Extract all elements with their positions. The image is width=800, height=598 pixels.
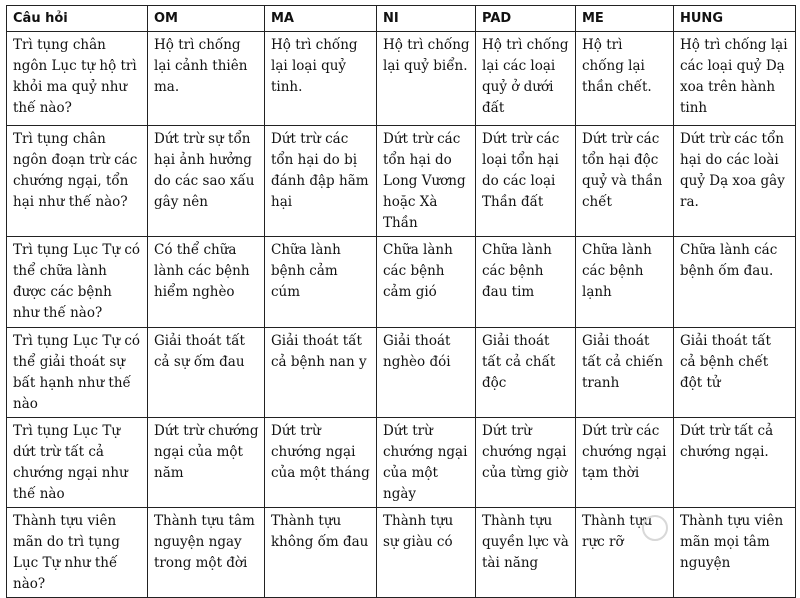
mantra-table <box>6 5 796 598</box>
table-cell: Dứt trừ các tổn hại do Long Vương hoặc Xà Thần <box>377 126 476 237</box>
table-row <box>7 237 796 328</box>
table-cell: Chữa lành các bệnh đau tim <box>476 237 576 328</box>
table-row <box>7 126 796 237</box>
table-cell: Dứt trừ các tổn hại do các loài quỷ Dạ xoa gây ra. <box>674 126 796 237</box>
table-cell: Giải thoát tất cả sự ốm đau <box>148 328 265 418</box>
table-cell: Thành tựu sự giàu có <box>377 508 476 598</box>
table-cell: Hộ trì chống lại các loại quỷ ở dưới đất <box>476 32 576 126</box>
table-cell: Dứt trừ các tổn hại độc quỷ và thần chết <box>576 126 674 237</box>
table-cell: Dứt trừ các chướng ngại tạm thời <box>576 418 674 508</box>
table-cell: Giải thoát nghèo đói <box>377 328 476 418</box>
table-cell: Hộ trì chống lại cảnh thiên ma. <box>148 32 265 126</box>
table-cell: Chữa lành các bệnh ốm đau. <box>674 237 796 328</box>
header-om: OM <box>148 6 265 32</box>
table-cell: Thành tựu quyền lực và tài năng <box>476 508 576 598</box>
document-page <box>6 5 796 598</box>
table-cell: Hộ trì chống lại thần chết. <box>576 32 674 126</box>
table-cell: Giải thoát tất cả chất độc <box>476 328 576 418</box>
table-row <box>7 508 796 598</box>
table-header-row <box>7 6 796 32</box>
table-cell: Dứt trừ các loại tổn hại do các loại Thần đất <box>476 126 576 237</box>
table-cell: Dứt trừ tất cả chướng ngại. <box>674 418 796 508</box>
table-cell: Trì tụng Lục Tự có thể chữa lành được các bệnh như thế nào? <box>7 237 148 328</box>
table-cell: Trì tụng chân ngôn Lục tự hộ trì khỏi ma quỷ như thế nào? <box>7 32 148 126</box>
table-cell: Trì tụng Lục Tự dứt trừ tất cả chướng ngại như thế nào <box>7 418 148 508</box>
header-ni: NI <box>377 6 476 32</box>
table-row <box>7 328 796 418</box>
table-cell: Giải thoát tất cả chiến tranh <box>576 328 674 418</box>
table-cell: Hộ trì chống lại các loại quỷ Dạ xoa trên hành tinh <box>674 32 796 126</box>
header-question: Câu hỏi <box>7 6 148 32</box>
table-cell: Dứt trừ chướng ngại của một ngày <box>377 418 476 508</box>
table-cell: Dứt trừ các tổn hại do bị đánh đập hãm hại <box>265 126 377 237</box>
header-pad: PAD <box>476 6 576 32</box>
table-cell: Thành tựu viên mãn do trì tụng Lục Tự như thế nào? <box>7 508 148 598</box>
table-cell: Có thể chữa lành các bệnh hiểm nghèo <box>148 237 265 328</box>
table-cell: Trì tụng chân ngôn đoạn trừ các chướng ngại, tổn hại như thế nào? <box>7 126 148 237</box>
table-cell: Giải thoát tất cả bệnh nan y <box>265 328 377 418</box>
header-hung: HUNG <box>674 6 796 32</box>
header-me: ME <box>576 6 674 32</box>
table-cell: Giải thoát tất cả bệnh chết đột tử <box>674 328 796 418</box>
table-cell: Chữa lành các bệnh lạnh <box>576 237 674 328</box>
table-row <box>7 418 796 508</box>
table-cell: Hộ trì chống lại loại quỷ tinh. <box>265 32 377 126</box>
table-cell: Dứt trừ chướng ngại của từng giờ <box>476 418 576 508</box>
table-cell: Thành tựu viên mãn mọi tâm nguyện <box>674 508 796 598</box>
table-cell: Thành tựu rực rỡ <box>576 508 674 598</box>
table-row <box>7 32 796 126</box>
table-cell: Trì tụng Lục Tự có thể giải thoát sự bất hạnh như thế nào <box>7 328 148 418</box>
table-cell: Thành tựu tâm nguyện ngay trong một đời <box>148 508 265 598</box>
table-cell: Chữa lành bệnh cảm cúm <box>265 237 377 328</box>
table-cell: Dứt trừ chướng ngại của một năm <box>148 418 265 508</box>
watermark-circle <box>642 515 668 541</box>
table-cell: Chữa lành các bệnh cảm gió <box>377 237 476 328</box>
table-cell: Thành tựu không ốm đau <box>265 508 377 598</box>
table-cell: Dứt trừ sự tổn hại ảnh hưởng do các sao xấu gây nên <box>148 126 265 237</box>
table-cell: Hộ trì chống lại quỷ biển. <box>377 32 476 126</box>
table-cell: Dứt trừ chướng ngại của một tháng <box>265 418 377 508</box>
header-ma: MA <box>265 6 377 32</box>
